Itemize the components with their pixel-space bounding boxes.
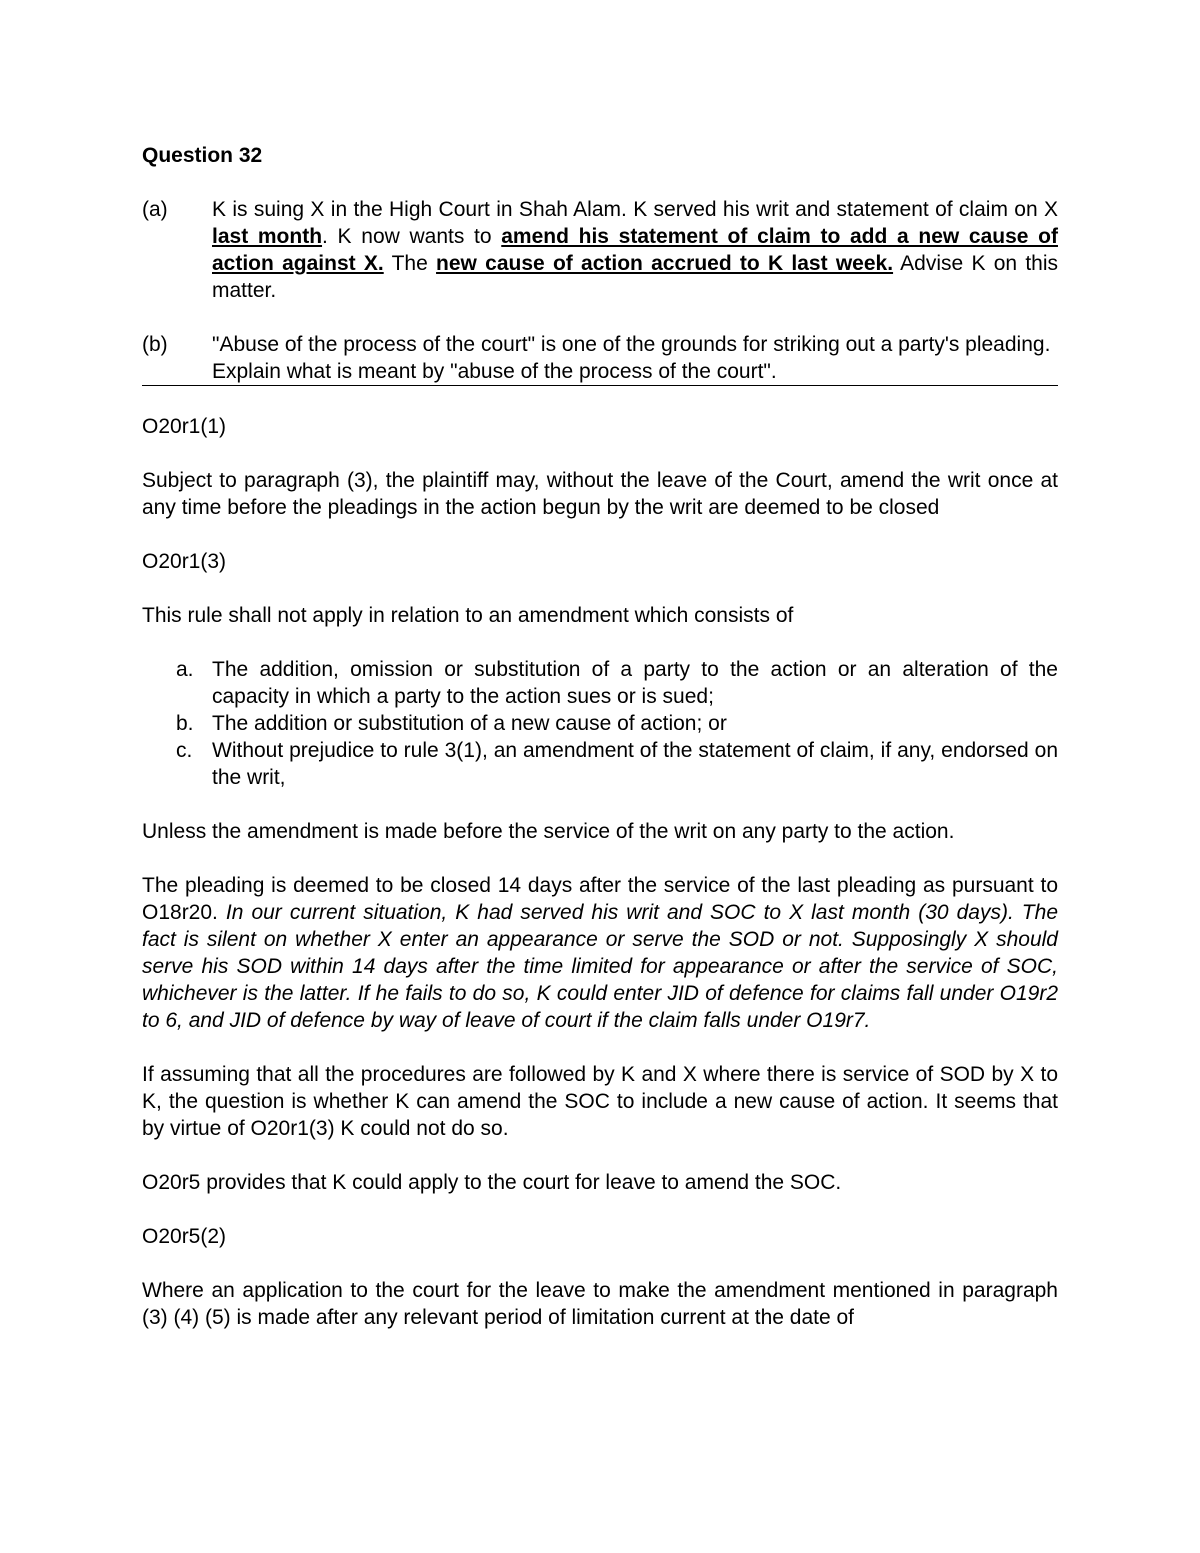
paragraph-pleading-closed [142,872,1058,1034]
list-item [142,656,1058,710]
pleading-closed-italic: In our current situation, K had served his writ and SOC to X last month (30 days). The fact is silent on whether X enter an appearance or serve the SOD or not. Supposingly X should serve his SOD within 14 days after the time limited for appearance or after the service of SOC, whichever is the latter. If he fails to do so, K could enter JID of defence for claims fall under O19r2 to 6, and JID of defence by way of leave of court if the claim falls under O19r7. [142,901,1058,1032]
rule-heading-o20r5-2: O20r5(2) [142,1225,227,1248]
rule-text-o20r1-3: This rule shall not apply in relation to an amendment which consists of [142,604,794,627]
question-part-b [142,331,1058,386]
document-body [142,142,1058,1358]
list-item-text: Without prejudice to rule 3(1), an amendment of the statement of claim, if any, endorsed on the writ, [212,739,1058,789]
list-item [142,710,1058,737]
list-item-marker: b. [176,712,194,735]
rule-text-o20r5-2: Where an application to the court for the leave to make the amendment mentioned in paragraph (3) (4) (5) is made after any relevant period of limitation current at the date of [142,1279,1058,1329]
list-item-text: The addition, omission or substitution of a party to the action or an alteration of the capacity in which a party to the action sues or is sued; [212,658,1058,708]
list-item-marker: c. [176,739,193,762]
part-a-text-4: Advise K on this matter. [212,252,1058,302]
paragraph-assuming: If assuming that all the procedures are followed by K and X where there is service of SOD by X to K, the question is whether K can amend the SOC to include a new cause of action. It seems that by virtue of O20r1(3) K could not do so. [142,1063,1058,1140]
part-a-text-3: The [383,252,437,275]
rule-heading-o20r1-3: O20r1(3) [142,550,227,573]
part-b-paragraph-1: "Abuse of the process of the court" is one of the grounds for striking out a party's pleading. [212,333,1051,356]
part-a-text [212,196,1058,304]
part-a-text-2: . K now wants to [322,225,502,248]
part-b-label: (b) [142,333,168,356]
part-a-emphasis-1: last month [212,225,323,248]
part-a-text-1: K is suing X in the High Court in Shah Alam. K served his writ and statement of claim on X [212,198,1058,221]
list-item-text: The addition or substitution of a new cause of action; or [212,712,727,735]
part-a-emphasis-3: new cause of action accrued to K last week. [436,252,894,275]
part-a-emphasis-2: amend his statement of claim to add a new cause of action against X. [212,225,1058,275]
question-part-a [142,196,1058,304]
rule-heading-o20r1-1: O20r1(1) [142,415,227,438]
list-item [142,737,1058,791]
rule-text-o20r1-1: Subject to paragraph (3), the plaintiff may, without the leave of the Court, amend the writ once at any time before the pleadings in the action begun by the writ are deemed to be closed [142,469,1058,519]
amendment-list [142,656,1058,791]
question-title: Question 32 [142,144,263,167]
paragraph-o20r5: O20r5 provides that K could apply to the court for leave to amend the SOC. [142,1171,842,1194]
paragraph-unless: Unless the amendment is made before the service of the writ on any party to the action. [142,820,955,843]
pleading-closed-text: The pleading is deemed to be closed 14 days after the service of the last pleading as pursuant to O18r20. [142,874,1058,924]
part-b-paragraph-2: Explain what is meant by "abuse of the process of the court". [212,360,777,383]
list-item-marker: a. [176,658,194,681]
part-b-text [212,331,1058,385]
part-a-label: (a) [142,198,168,221]
